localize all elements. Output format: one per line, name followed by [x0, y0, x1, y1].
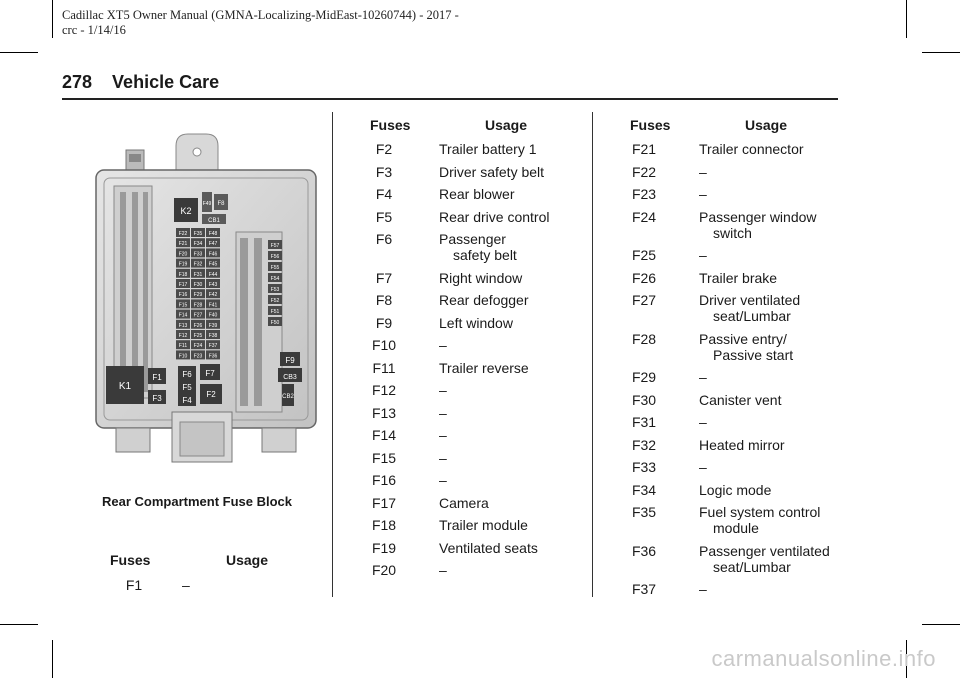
fuse-usage-line: – [439, 404, 447, 421]
fuse-usage [439, 382, 447, 398]
fuse-usage-line: Trailer brake [699, 269, 778, 286]
fuse-usage-line: – [699, 369, 707, 385]
fuse-usage-line-2: seat/Lumbar [713, 558, 791, 575]
mini-fuse-label: F17 [178, 282, 188, 288]
fuse-usage [699, 270, 777, 286]
figure-caption: Rear Compartment Fuse Block [102, 494, 292, 509]
fuse-usage [699, 292, 800, 324]
mini-fuse-label: F11 [178, 343, 188, 350]
mini-fuse-label: F21 [178, 241, 188, 248]
fuse-f5-label: F5 [182, 383, 192, 392]
mini-fuse-label: F30 [193, 282, 203, 288]
fuse-id: F5 [375, 208, 393, 225]
usage-header: Usage [226, 552, 269, 568]
mini-fuse-label: F16 [178, 292, 188, 299]
mini-fuse-label: F32 [193, 261, 203, 268]
mini-fuse-label: F25 [193, 333, 203, 339]
fuse-f2-label: F2 [206, 390, 216, 399]
mini-fuse-label: F26 [193, 322, 203, 329]
mini-fuse-label: F36 [208, 353, 218, 360]
column-divider [332, 112, 333, 597]
mini-fuse-label: F12 [178, 333, 188, 339]
fuse-usage [439, 450, 447, 466]
fuse-f9-label: F9 [285, 356, 295, 365]
fuse-id: F13 [371, 404, 397, 421]
fuse-id: F28 [631, 330, 657, 347]
fuse-usage [699, 186, 707, 202]
fuse-usage [439, 562, 447, 578]
fuse-usage-line: – [439, 562, 447, 578]
running-header-line2: crc - 1/14/16 [62, 23, 126, 37]
fuse-usage [699, 164, 707, 180]
fuse-usage [699, 331, 793, 363]
fuse-f6-label: F6 [182, 370, 192, 379]
fuse-usage-line: – [699, 414, 707, 430]
fuse-f8-label: F8 [217, 201, 225, 207]
mini-fuse-label: F10 [178, 353, 188, 360]
crop-mark [906, 0, 907, 38]
fuse-id: F1 [125, 577, 143, 593]
fuse-id: F25 [631, 247, 657, 263]
breaker-cb3-label: CB3 [283, 374, 297, 381]
fuse-id: F36 [631, 542, 657, 559]
fuse-usage-line: – [439, 449, 447, 466]
fuse-usage [699, 369, 707, 385]
fuse-f49-label: F49 [202, 201, 212, 207]
fuse-id: F34 [631, 481, 657, 498]
column-divider [592, 112, 593, 597]
mini-fuse-label: F13 [178, 322, 188, 329]
fuse-f3-label: F3 [152, 394, 162, 403]
crop-mark [0, 52, 38, 53]
fuse-usage-line-2: module [713, 520, 759, 536]
fuse-f7-label: F7 [205, 369, 215, 378]
mini-fuse-label: F56 [270, 254, 280, 260]
mini-fuse-label: F55 [270, 265, 280, 271]
mini-fuse-label: F23 [193, 353, 203, 360]
mini-fuse-label: F45 [208, 261, 218, 268]
fuse-usage [699, 482, 771, 498]
crop-mark [52, 640, 53, 678]
breaker-cb1-label: CB1 [208, 218, 220, 224]
mini-fuse-label: F52 [270, 298, 280, 304]
mini-fuse-label: F22 [178, 231, 188, 237]
fuse-usage [699, 141, 804, 157]
fuse-usage-line: Rear drive control [439, 208, 550, 225]
mini-fuse-label: F51 [270, 309, 280, 315]
fuse-usage [439, 209, 550, 225]
fuse-usage [439, 292, 529, 308]
fuse-usage [699, 437, 785, 453]
fuse-id: F7 [375, 269, 393, 286]
watermark: carmanualsonline.info [711, 646, 936, 671]
fuse-usage-line: Right window [439, 269, 523, 286]
fuse-usage-line: Heated mirror [699, 436, 785, 453]
fuse-f4-label: F4 [182, 396, 192, 405]
fuse-usage [439, 427, 447, 443]
fuse-usage [699, 414, 707, 430]
fuse-usage-line-2: seat/Lumbar [713, 308, 791, 324]
fuse-usage-line: – [699, 581, 707, 597]
fuse-usage [439, 360, 529, 376]
fuse-usage [439, 517, 528, 533]
fuse-usage-line: Rear blower [439, 186, 515, 202]
fuse-usage [699, 543, 830, 575]
fuse-usage-line-2: safety belt [453, 247, 517, 263]
fuse-usage-line: – [182, 577, 190, 593]
fuse-id: F18 [371, 517, 397, 533]
fuse-id: F22 [631, 163, 657, 180]
running-header-line1: Cadillac XT5 Owner Manual (GMNA-Localizing-MidEast-10260744) - 2017 - [62, 8, 459, 22]
fuse-usage [699, 581, 707, 597]
usage-header: Usage [745, 117, 788, 133]
fuse-usage-line-2: Passive start [713, 346, 794, 363]
fuse-usage [699, 247, 707, 263]
fuse-usage-line-2: switch [713, 224, 752, 241]
relay-k2-label: K2 [180, 206, 192, 216]
mini-fuse-label: F44 [208, 271, 218, 278]
mini-fuse-label: F34 [193, 241, 203, 248]
relay-k1-label: K1 [118, 381, 132, 392]
fuse-id: F12 [371, 382, 397, 398]
fuse-usage-line: – [699, 459, 707, 475]
fuse-usage-line: Logic mode [699, 481, 772, 498]
fuse-usage-line: – [699, 247, 707, 263]
fuse-id: F20 [371, 562, 397, 578]
fuse-usage-line: Left window [439, 314, 513, 331]
fuses-header: Fuses [630, 117, 671, 133]
fuse-id: F2 [375, 141, 393, 157]
fuse-id: F9 [375, 314, 393, 331]
fuse-usage-line: Rear defogger [439, 292, 529, 308]
fuse-usage-line: Passenger window [699, 208, 817, 225]
fuse-usage-line: Driver ventilated [699, 292, 801, 308]
fuse-id: F32 [631, 436, 657, 453]
fuse-usage-line: – [699, 163, 707, 180]
mini-fuse-label: F15 [178, 302, 188, 309]
fuse-usage-line: Passive entry/ [699, 330, 787, 347]
fuse-usage [439, 472, 447, 488]
fuse-usage [439, 231, 517, 263]
fuse-usage-line: Driver safety belt [439, 163, 545, 180]
fuse-id: F29 [631, 369, 657, 385]
fuse-usage-line: Fuel system control [699, 504, 821, 520]
mini-fuse-label: F39 [208, 322, 218, 329]
breaker-cb2-label: CB2 [282, 394, 294, 400]
fuse-usage-line: – [439, 382, 447, 398]
fuse-f1-label: F1 [152, 373, 162, 382]
header-rule [62, 98, 838, 100]
fuse-id: F33 [631, 459, 657, 475]
fuse-usage-line: – [439, 427, 447, 443]
fuse-usage-line: – [439, 472, 447, 488]
fuse-id: F23 [631, 186, 657, 202]
mini-fuse-label: F54 [270, 276, 280, 282]
fuse-id: F21 [631, 141, 657, 157]
fuses-header: Fuses [370, 117, 411, 133]
fuse-usage [439, 315, 513, 331]
fuse-usage-line: Passenger ventilated [699, 542, 830, 559]
mini-fuse-label: F28 [193, 302, 203, 309]
fuse-usage-line: Trailer reverse [439, 359, 529, 376]
fuse-usage [439, 141, 537, 157]
mini-fuse-label: F47 [208, 241, 218, 248]
fuse-id: F14 [371, 427, 397, 443]
fuse-id: F35 [631, 504, 657, 520]
fuse-usage [439, 495, 489, 511]
fuse-usage-line: – [439, 337, 447, 353]
mini-fuse-label: F29 [193, 292, 203, 299]
mini-fuse-label: F53 [270, 287, 280, 293]
mini-fuse-label: F18 [178, 271, 188, 278]
page-number: 278 [62, 72, 93, 92]
fuse-usage-line: – [699, 186, 707, 202]
running-header [62, 8, 459, 38]
fuse-id: F3 [375, 163, 393, 180]
fuse-usage [439, 270, 522, 286]
fuse-id: F16 [371, 472, 397, 488]
fuse-id: F10 [371, 337, 397, 353]
fuse-usage-line: Camera [439, 494, 489, 511]
fuse-id: F24 [631, 208, 657, 225]
crop-mark [922, 624, 960, 625]
section-heading [62, 72, 219, 93]
mini-fuse-label: F43 [208, 282, 218, 288]
fuse-id: F27 [631, 292, 657, 308]
fuse-usage [182, 577, 190, 593]
fuse-id: F6 [375, 231, 393, 247]
section-title: Vehicle Care [112, 72, 220, 92]
mini-fuse-label: F38 [208, 333, 218, 339]
mini-fuse-label: F31 [193, 271, 203, 278]
fuse-usage [699, 504, 820, 536]
fuse-id: F11 [372, 359, 396, 376]
mini-fuse-label: F35 [193, 231, 203, 237]
fuse-id: F19 [371, 539, 397, 556]
fuse-usage [439, 337, 447, 353]
fuse-usage [699, 392, 781, 408]
mini-fuse-label: F27 [193, 312, 203, 319]
fuse-usage [439, 164, 544, 180]
fuse-usage-line: Trailer module [439, 517, 528, 533]
fuse-id: F4 [375, 186, 393, 202]
crop-mark [0, 624, 38, 625]
mini-fuse-label: F46 [208, 251, 218, 258]
mini-fuse-label: F19 [178, 261, 188, 268]
mini-fuse-label: F20 [178, 251, 188, 258]
fuse-id: F15 [371, 449, 397, 466]
fuse-id: F37 [631, 581, 657, 597]
fuses-header: Fuses [110, 552, 151, 568]
fuse-id: F30 [631, 391, 657, 408]
fuse-usage-line: Passenger [439, 231, 506, 247]
mini-fuse-label: F40 [208, 312, 218, 319]
fuse-id: F17 [371, 494, 397, 511]
mini-fuse-label: F14 [178, 312, 188, 319]
mini-fuse-label: F48 [208, 231, 218, 237]
mini-fuse-label: F24 [193, 343, 203, 350]
fuse-id: F26 [631, 269, 657, 286]
fuse-usage [699, 459, 707, 475]
mini-fuse-label: F41 [208, 302, 218, 309]
fuse-id: F31 [631, 414, 657, 430]
fuse-usage-line: Trailer battery 1 [439, 141, 537, 157]
mini-fuse-label: F37 [208, 343, 218, 350]
mini-fuse-label: F42 [208, 292, 218, 299]
fuse-usage [699, 209, 817, 241]
fuse-id: F8 [375, 292, 393, 308]
fuse-usage-line: Trailer connector [699, 141, 804, 157]
crop-mark [52, 0, 53, 38]
mini-fuse-label: F33 [193, 251, 203, 258]
mini-fuse-label: F50 [270, 320, 280, 326]
fuse-usage [439, 186, 514, 202]
fuse-usage [439, 540, 538, 556]
fuse-block-diagram [88, 112, 323, 490]
fuse-usage [439, 405, 447, 421]
fuse-usage-line: Canister vent [699, 391, 782, 408]
crop-mark [922, 52, 960, 53]
mini-fuse-label: F57 [270, 243, 280, 249]
usage-header: Usage [485, 117, 528, 133]
fuse-usage-line: Ventilated seats [439, 539, 538, 556]
